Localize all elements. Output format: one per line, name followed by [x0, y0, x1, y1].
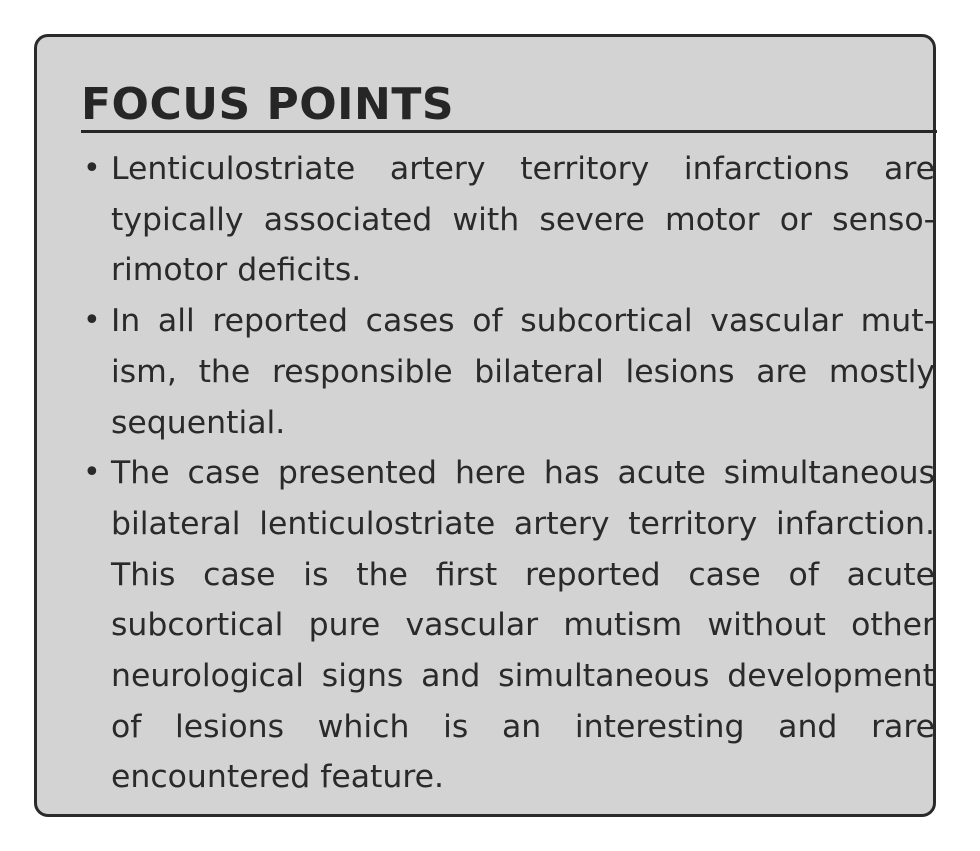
panel-title: FOCUS POINTS	[81, 79, 455, 130]
focus-point-3	[77, 448, 935, 803]
bullet-icon: •	[83, 303, 101, 339]
focus-point-2	[77, 296, 935, 448]
bullet-icon: •	[83, 151, 101, 186]
title-underline	[81, 130, 937, 133]
focus-point-text: In all reported cases of subcortical vascular mutism, the responsible bilateral lesions are mostly sequential.	[111, 303, 935, 441]
focus-point-text: Lenticulostriate artery territory infarctions are typically associated with severe motor or sensorimotor deficits.	[111, 151, 935, 289]
focus-point-text: The case presented here has acute simultaneous bilateral lenticulostriate artery territory infarction. This case is the first reported case of acute subcortical pure vascular mutism without other neurological signs and simultaneous development of lesions which is an interesting and rare encountered feature.	[111, 455, 935, 796]
focus-points-list	[77, 144, 935, 803]
bullet-icon: •	[83, 455, 101, 491]
focus-point-1	[77, 144, 935, 296]
focus-points-panel	[34, 34, 936, 817]
